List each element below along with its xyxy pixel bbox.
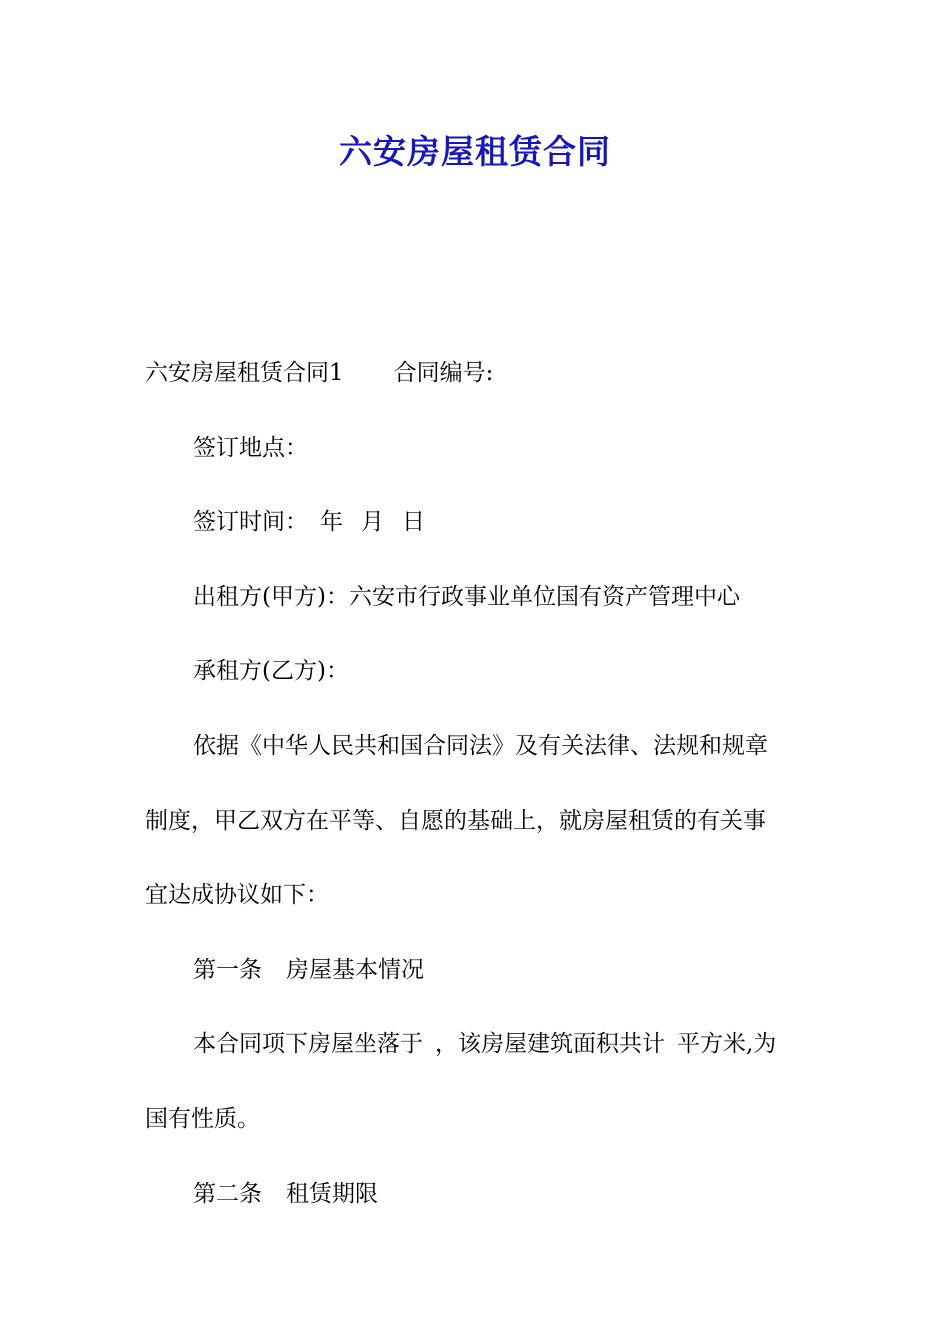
document-body	[145, 336, 810, 1231]
article-1-text-line-2-content: 国有性质。	[145, 1105, 260, 1132]
article-1-text-line-2	[145, 1082, 810, 1157]
document-title: 六安房屋租赁合同	[339, 132, 611, 171]
contract-no-label: 合同编号:	[393, 360, 494, 386]
preamble-line-1	[145, 709, 810, 784]
sign-time-year: 年	[320, 509, 343, 536]
sign-time-label: 签订时间：	[193, 509, 308, 536]
lessee-line	[145, 634, 810, 709]
article-1-title: 房屋基本情况	[286, 956, 424, 983]
article-1-text-line-1	[145, 1007, 810, 1082]
sign-time-line	[145, 485, 810, 560]
preamble-line-2	[145, 784, 810, 859]
article-1-text-part-1: 本合同项下房屋坐落于	[193, 1031, 423, 1058]
sign-place-label: 签订地点：	[193, 434, 308, 461]
article-1-number: 第一条	[193, 956, 262, 983]
sign-time-day: 日	[402, 509, 425, 536]
contract-number: 1	[329, 360, 344, 386]
preamble-text-2: 制度，甲乙双方在平等、自愿的基础上，就房屋租赁的有关事	[145, 807, 766, 834]
article-1-text-part-2: ，该房屋建筑面积共计	[435, 1031, 665, 1058]
article-2-title: 租赁期限	[286, 1180, 378, 1207]
preamble-text-1: 依据《中华人民共和国合同法》及有关法律、法规和规章	[193, 732, 768, 759]
sign-place-line	[145, 411, 810, 486]
article-1-text-part-3: 平方米,为	[677, 1031, 777, 1058]
article-2-heading	[145, 1157, 810, 1232]
lessee-text: 承租方(乙方)：	[193, 658, 349, 685]
lessor-line	[145, 560, 810, 635]
preamble-text-3: 宜达成协议如下：	[145, 882, 329, 909]
contract-name: 六安房屋租赁合同	[145, 360, 329, 386]
preamble-line-3	[145, 858, 810, 933]
article-2-number: 第二条	[193, 1180, 262, 1207]
contract-header-line	[145, 336, 810, 411]
article-1-heading	[145, 933, 810, 1008]
sign-time-month: 月	[361, 509, 384, 536]
lessor-text: 出租方(甲方)：六安市行政事业单位国有资产管理中心	[193, 583, 740, 610]
